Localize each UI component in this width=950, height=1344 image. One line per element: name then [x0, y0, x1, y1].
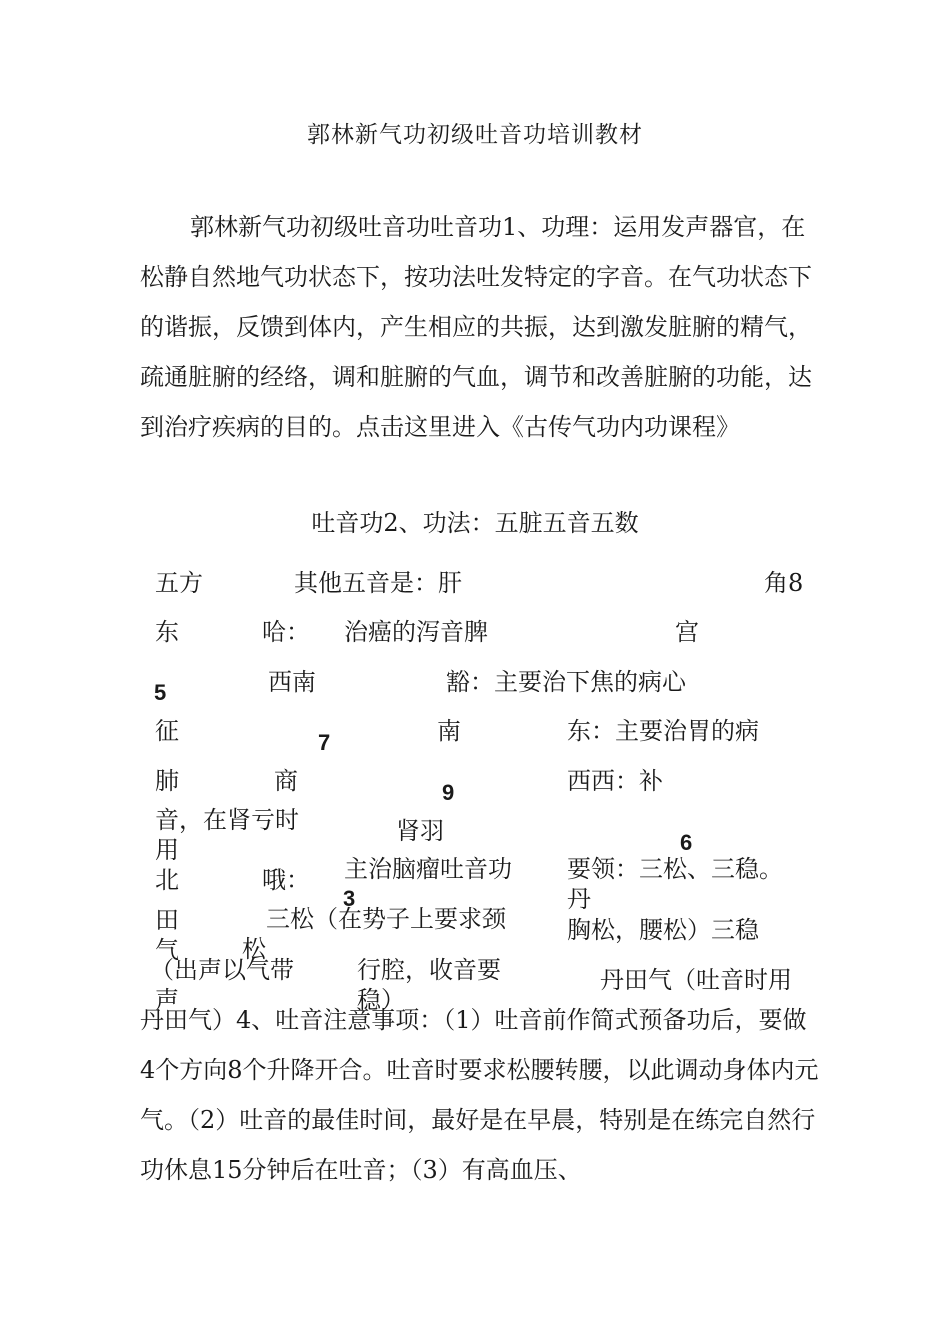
- table-cell: 气: [155, 936, 179, 964]
- table-cell: 东: [155, 618, 179, 646]
- table-cell: 其他五音是：肝: [294, 569, 462, 597]
- section-heading: 吐音功2、功法：五脏五音五数: [311, 509, 639, 537]
- table-cell: 主治脑瘤吐音功: [344, 855, 512, 883]
- table-cell: 9: [442, 780, 455, 805]
- table-cell: 西西：补: [567, 767, 663, 795]
- table-cell: 3: [343, 886, 356, 911]
- table-cell: 三松（在势子上要求颈: [266, 905, 506, 933]
- table-cell: 松: [242, 935, 266, 963]
- table-cell: 要领：三松、三稳。: [567, 855, 783, 883]
- table-cell: 商: [274, 767, 298, 795]
- table-cell: （出声以气带: [150, 956, 294, 984]
- table-cell: 南: [437, 717, 461, 745]
- table-cell: 治癌的泻音脾: [344, 618, 488, 646]
- table-cell: 北: [155, 866, 179, 894]
- table-cell: 稳）: [357, 986, 405, 1014]
- table-cell: 西南: [268, 668, 316, 696]
- table-cell: 肺: [155, 767, 179, 795]
- intro-paragraph: 郭林新气功初级吐音功吐音功1、功理：运用发声器官，在松静自然地气功状态下，按功法吐发特定的字音。在气功状态下的谐振，反馈到体内，产生相应的共振，达到激发脏腑的精气，疏通脏腑的经络，调和脏腑的气血，调节和改善脏腑的功能，达到治疗疾病的目的。点击这里进入《古传气功内功课程》: [140, 213, 812, 441]
- table-cell: 征: [155, 717, 179, 745]
- table-cell: 胸松，腰松）三稳: [567, 916, 759, 944]
- table-cell: 角8: [764, 569, 804, 597]
- table-cell: 行腔，收音要: [357, 956, 501, 984]
- table-cell: 丹田气（吐音时用: [600, 966, 792, 994]
- table-cell: 豁：主要治下焦的病心: [446, 668, 686, 696]
- table-cell: 哦：: [262, 866, 310, 894]
- table-cell: 用: [155, 836, 179, 864]
- table-cell: 5: [154, 680, 167, 705]
- table-cell: 东：主要治胃的病: [567, 717, 759, 745]
- table-cell: 哈：: [262, 618, 310, 646]
- table-cell: 丹: [567, 885, 591, 913]
- table-cell: 宫: [675, 618, 699, 646]
- document-title: 郭林新气功初级吐音功培训教材: [307, 122, 643, 148]
- table-cell: 6: [680, 830, 693, 855]
- table-cell: 肾羽: [396, 817, 444, 845]
- table-cell: 7: [318, 730, 331, 755]
- table-cell: 声: [155, 986, 179, 1014]
- table-cell: 田: [155, 906, 179, 934]
- notes-paragraph: 丹田气）4、吐音注意事项：（1）吐音前作简式预备功后，要做4个方向8个升降开合。吐音时要求松腰转腰，以此调动身体内元气。（2）吐音的最佳时间，最好是在早晨，特别是在练完自然行功休息15分钟后在吐音；（3）有高血压、: [140, 1006, 819, 1184]
- table-cell: 五方: [155, 569, 203, 597]
- table-cell: 音，在肾亏时: [155, 806, 299, 834]
